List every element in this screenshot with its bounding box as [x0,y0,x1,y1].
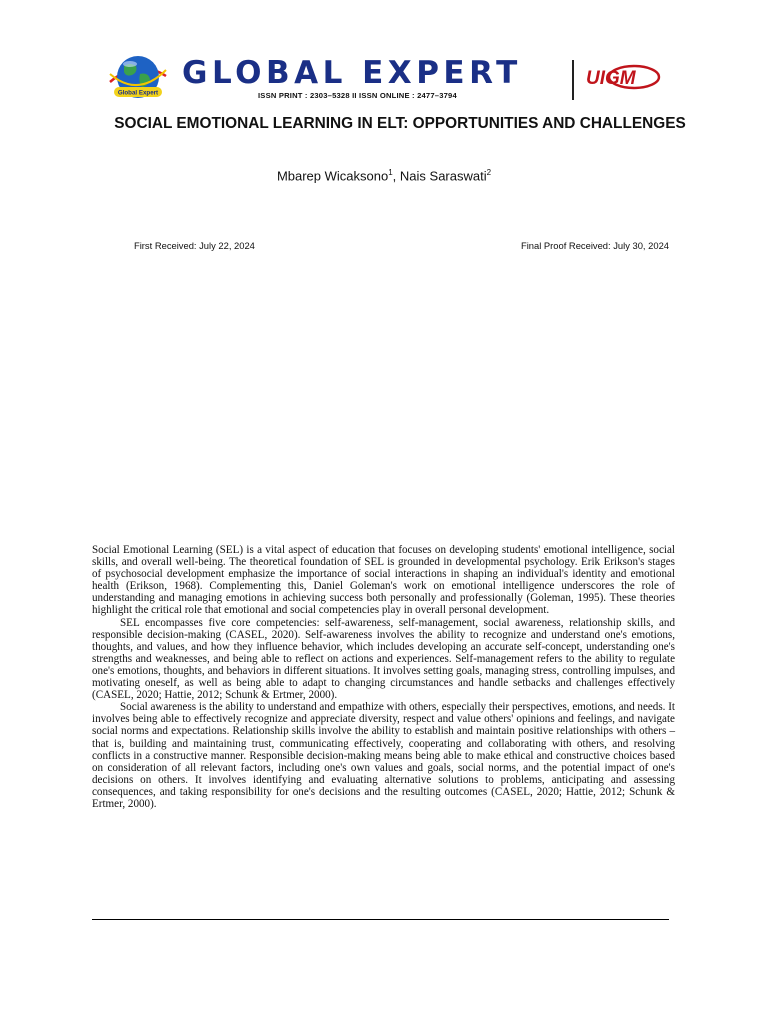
globe-logo-label: Global Expert [117,89,159,97]
final-proof-date: Final Proof Received: July 30, 2024 [521,240,669,251]
article-body [92,544,675,810]
publisher-logo-text: UIGM [586,68,636,89]
author-name: Mbarep Wicaksono [276,168,389,184]
first-received-date: First Received: July 22, 2024 [134,240,255,251]
body-paragraph: Social awareness is the ability to understand and empathize with others, especially their perspectives, emotions, and needs. It involves being able to effectively recognize and appreciate diversity, respect and value others' opinions and feelings, and navigate social norms and expectations. Relationship skills involve the ability to establish and maintain positive relationships with others – that is, building and maintaining trust, communicating effectively, cooperating and collaborating with others, and resolving conflicts in a constructive manner. Responsible decision-making means being able to make ethical and constructive choices based on consideration of all relevant factors, including one's own values and goals, social norms, and the potential impact of one's decisions on others. It involves identifying and evaluating alternative solutions to problems, anticipating and assessing consequences, and taking responsibility for one's decisions and the resulting outcomes (CASEL, 2020; Hattie, 2012; Schunk & Ertmer, 2000). [92,701,675,810]
journal-masthead [108,50,668,106]
article-title: SOCIAL EMOTIONAL LEARNING IN ELT: OPPORTUNITIES AND CHALLENGES [114,115,686,132]
footnote-rule [92,919,669,920]
publisher-logo [582,62,662,90]
author-name: Nais Saraswati [399,168,487,184]
author-separator: , [392,168,400,184]
masthead-divider [572,60,574,100]
body-paragraph: SEL encompasses five core competencies: self-awareness, self-management, social awareness, relationship skills, and responsible decision-making (CASEL, 2020). Self-awareness involves the ability to recognize and understand one's emotions, thoughts, and values, and how they influence behavior, which includes developing an accurate self-concept, understanding one's strengths and weaknesses, and being able to reflect on actions and experiences. Self-management refers to the ability to regulate one's emotions, thoughts, and behaviors in different situations. It involves setting goals, managing stress, controlling impulses, and motivating oneself, as well as being able to adapt to changing circumstances and handle setbacks and challenges effectively (CASEL, 2020; Hattie, 2012; Schunk & Ertmer, 2000). [92,616,675,702]
journal-name: GLOBAL EXPERT [182,55,522,91]
body-paragraph: Social Emotional Learning (SEL) is a vital aspect of education that focuses on developing students' emotional intelligence, social skills, and overall well-being. The theoretical foundation of SEL is grounded in developmental psychology. Erik Erikson's stages of psychosocial development emphasize the importance of social interactions in shaping an individual's identity and emotional health (Erikson, 1968). Complementing this, Daniel Goleman's work on emotional intelligence underscores the role of understanding and managing emotions in achieving success both personally and professionally (Goleman, 1995). These theories highlight the critical role that emotional and social competencies play in overall personal development. [92,544,675,617]
author-affiliation: 2 [486,168,492,177]
issn-line: ISSN PRINT : 2303–5328 II ISSN ONLINE : 2477–3794 [258,91,457,100]
globe-logo-icon [108,52,168,102]
author-line [0,168,768,183]
author-affiliation: 1 [388,168,393,177]
